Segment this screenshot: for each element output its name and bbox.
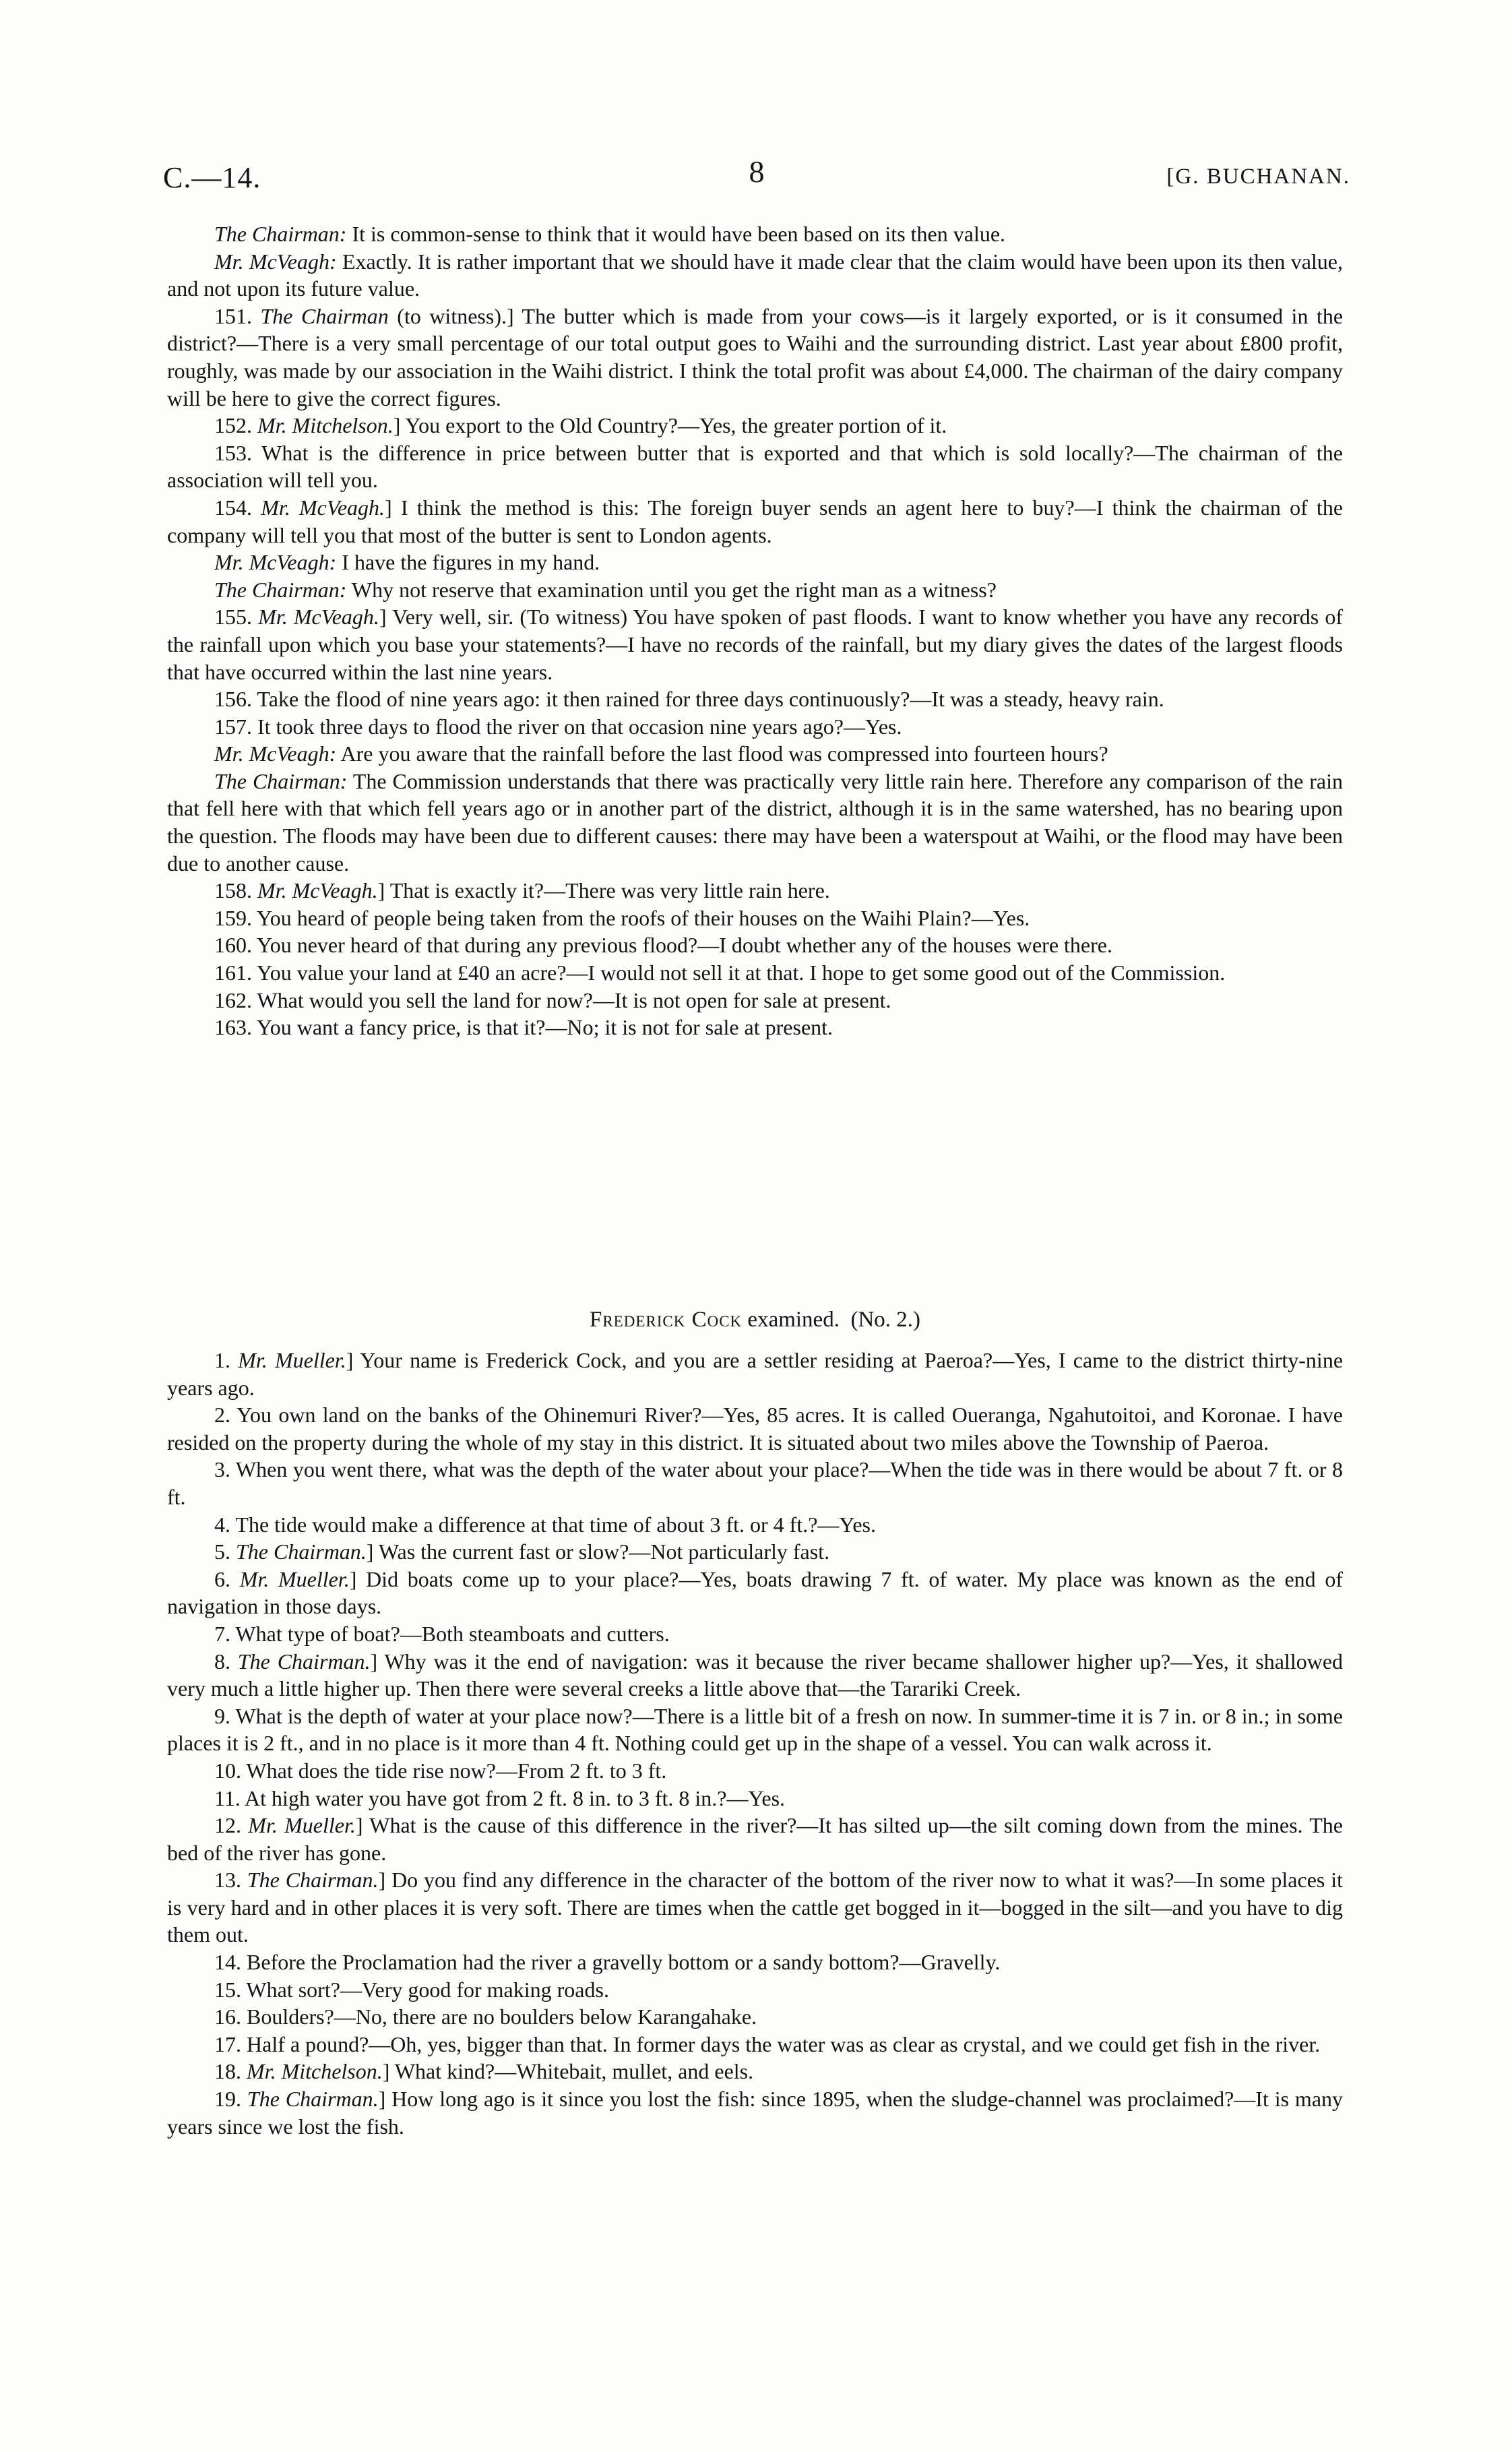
question-number: 17. xyxy=(214,2031,241,2056)
question-number: 2. xyxy=(214,1403,230,1428)
question-number: 5. xyxy=(214,1539,230,1564)
speaker-name: The Chairman. xyxy=(247,2087,379,2112)
question-number: 154. xyxy=(214,495,252,520)
speaker-name: The Chairman: xyxy=(214,768,348,793)
paragraph xyxy=(167,1976,1343,2004)
witness-heading-word: examined. xyxy=(747,1308,840,1332)
paragraph xyxy=(167,549,1343,576)
question-number: 162. xyxy=(214,987,252,1012)
witness-heading-name: Frederick Cock xyxy=(589,1308,743,1332)
speaker-name: Mr. McVeagh. xyxy=(258,605,379,630)
paragraph xyxy=(167,494,1343,549)
paragraph-text: You value your land at £40 an acre?—I would not sell it at that. I hope to get some good out of the Commission. xyxy=(256,960,1226,985)
witness-heading xyxy=(167,1308,1343,1332)
paragraph xyxy=(167,1812,1343,1866)
paragraph-text: It took three days to flood the river on that occasion nine years ago?—Yes. xyxy=(257,714,902,739)
paragraph xyxy=(167,1949,1343,1976)
paragraph-text: ] You export to the Old Country?—Yes, the greater portion of it. xyxy=(393,413,947,438)
paragraph xyxy=(167,768,1343,877)
question-number: 12. xyxy=(214,1813,241,1838)
paragraph-text: You never heard of that during any previous flood?—I doubt whether any of the houses were there. xyxy=(256,933,1112,958)
speaker-name: Mr. Mueller. xyxy=(239,1566,350,1591)
question-number: 152. xyxy=(214,413,252,438)
paragraph-text: ] How long ago is it since you lost the fish: since 1895, when the sludge-channel was proclaimed?—It is many years since we lost the fish. xyxy=(167,2087,1344,2139)
speaker-name: The Chairman xyxy=(260,303,389,328)
page-number: 8 xyxy=(749,154,765,189)
paragraph-text: When you went there, what was the depth of the water about your place?—When the tide was in there would be about 7 ft. or 8 ft. xyxy=(167,1457,1343,1509)
paragraph xyxy=(167,1866,1343,1949)
speaker-name: Mr. McVeagh: xyxy=(214,741,337,766)
paragraph xyxy=(167,713,1343,741)
question-number: 155. xyxy=(214,605,252,630)
paragraph xyxy=(167,905,1343,932)
paragraph xyxy=(167,2003,1343,2031)
speaker-name: Mr. Mitchelson. xyxy=(247,2059,383,2084)
paragraph xyxy=(167,412,1343,439)
speaker-name: Mr. McVeagh: xyxy=(214,249,337,274)
paragraph-text: ] That is exactly it?—There was very little rain here. xyxy=(377,878,830,903)
paragraph-text: Why not reserve that examination until you get the right man as a witness? xyxy=(346,577,997,602)
evidence-section-2 xyxy=(167,1347,1343,2140)
paragraph xyxy=(167,2031,1343,2058)
paragraph-text: Boulders?—No, there are no boulders below Karangahake. xyxy=(247,2004,757,2029)
paragraph xyxy=(167,1401,1343,1456)
speaker-name: Mr. McVeagh. xyxy=(257,878,378,903)
paragraph xyxy=(167,987,1343,1014)
paragraph-text: The tide would make a difference at that time of about 3 ft. or 4 ft.?—Yes. xyxy=(235,1512,876,1537)
question-number: 153. xyxy=(214,440,252,465)
speaker-name: Mr. Mitchelson. xyxy=(257,413,393,438)
question-number: 163. xyxy=(214,1015,252,1040)
paragraph xyxy=(167,685,1343,713)
paragraph-text: What would you sell the land for now?—It is not open for sale at present. xyxy=(257,987,891,1012)
question-number: 1. xyxy=(214,1348,230,1372)
paragraph xyxy=(167,303,1343,412)
question-number: 18. xyxy=(214,2059,241,2084)
paragraph xyxy=(167,576,1343,604)
paragraph-text: What sort?—Very good for making roads. xyxy=(246,1977,609,2002)
paper-reference: C.—14. xyxy=(163,161,261,194)
paragraph xyxy=(167,1566,1343,1620)
paragraph xyxy=(167,1014,1343,1041)
paragraph xyxy=(167,931,1343,959)
speaker-name: Mr. Mueller. xyxy=(248,1813,356,1838)
paragraph-text: I have the figures in my hand. xyxy=(336,550,600,575)
paragraph-text: ] I think the method is this: The foreign buyer sends an agent here to buy?—I think the chairman of the company will tell you that most of the butter is sent to London agents. xyxy=(167,495,1344,547)
paragraph-text: You want a fancy price, is that it?—No; it is not for sale at present. xyxy=(256,1015,833,1040)
evidence-section-1 xyxy=(167,220,1343,1041)
paragraph-text: ] What kind?—Whitebait, mullet, and eels. xyxy=(382,2059,754,2084)
question-number: 160. xyxy=(214,933,252,958)
paragraph xyxy=(167,1757,1343,1785)
question-number: 159. xyxy=(214,905,252,930)
paragraph-text: The Commission understands that there was practically very little rain here. Therefore any comparison of the rain that fell here with that which fell years ago or in another part of the district, although it is in the same watershed, has no bearing upon the question. The floods may have been due to different causes: there may have been a waterspout at Waihi, or the flood may have been due to another cause. xyxy=(167,768,1344,876)
paragraph xyxy=(167,1456,1343,1510)
paragraph-text: ] Your name is Frederick Cock, and you are a settler residing at Paeroa?—Yes, I came to the district thirty-nine years ago. xyxy=(167,1348,1344,1400)
paragraph xyxy=(167,1511,1343,1539)
question-number: 156. xyxy=(214,687,252,712)
paragraph xyxy=(167,439,1343,494)
question-number: 151. xyxy=(214,303,252,328)
paragraph-text: ] Did boats come up to your place?—Yes, boats drawing 7 ft. of water. My place was known as the end of navigation in those days. xyxy=(167,1566,1344,1619)
question-number: 16. xyxy=(214,2004,241,2029)
question-number: 8. xyxy=(214,1649,230,1674)
paragraph-text: ] Very well, sir. (To witness) You have spoken of past floods. I want to know whether you have any records of the rainfall upon which you base your statements?—I have no records of the rainfall, but my diary gives the dates of the largest floods that have occurred within the last nine years. xyxy=(167,605,1344,684)
witness-heading-number: (No. 2.) xyxy=(850,1308,921,1332)
paragraph-text: At high water you have got from 2 ft. 8 in. to 3 ft. 8 in.?—Yes. xyxy=(245,1785,786,1810)
paragraph xyxy=(167,1648,1343,1703)
paragraph-text: ] What is the cause of this difference in the river?—It has silted up—the silt coming down from the mines. The bed of the river has gone. xyxy=(167,1813,1344,1865)
paragraph-text: Before the Proclamation had the river a gravelly bottom or a sandy bottom?—Gravelly. xyxy=(247,1950,1001,1975)
page-header xyxy=(163,154,1350,208)
paragraph xyxy=(167,603,1343,685)
paragraph xyxy=(167,1620,1343,1648)
question-number: 157. xyxy=(214,714,252,739)
speaker-name: The Chairman: xyxy=(214,577,347,602)
paragraph xyxy=(167,2058,1343,2085)
question-number: 11. xyxy=(214,1785,241,1810)
speaker-name: The Chairman: xyxy=(214,222,347,246)
paragraph-text: What is the difference in price between butter that is exported and that which is sold locally?—The chairman of the association will tell you. xyxy=(167,440,1344,493)
question-number: 158. xyxy=(214,878,252,903)
paragraph xyxy=(167,220,1343,248)
question-number: 3. xyxy=(214,1457,230,1482)
paragraph xyxy=(167,1703,1343,1757)
question-number: 161. xyxy=(214,960,252,985)
paragraph-text: Exactly. It is rather important that we should have it made clear that the claim would have been upon its then value, and not upon its future value. xyxy=(167,249,1343,301)
question-number: 15. xyxy=(214,1977,241,2002)
paragraph xyxy=(167,1785,1343,1812)
witness-name: [G. BUCHANAN. xyxy=(1166,164,1350,189)
paragraph-text: ] Was the current fast or slow?—Not particularly fast. xyxy=(366,1539,830,1564)
paragraph-text: Take the flood of nine years ago: it then rained for three days continuously?—It was a steady, heavy rain. xyxy=(257,687,1164,712)
paragraph xyxy=(167,1347,1343,1401)
paragraph-text: Are you aware that the rainfall before the last flood was compressed into fourteen hours? xyxy=(336,741,1108,766)
paragraph xyxy=(167,2085,1343,2140)
question-number: 7. xyxy=(214,1621,230,1646)
question-number: 19. xyxy=(214,2087,241,2112)
paragraph-text: Half a pound?—Oh, yes, bigger than that. In former days the water was as clear as crystal, and we could get fish in the river. xyxy=(247,2031,1321,2056)
paragraph xyxy=(167,248,1343,303)
question-number: 13. xyxy=(214,1868,241,1893)
paragraph-text: What type of boat?—Both steamboats and cutters. xyxy=(235,1621,670,1646)
speaker-name: Mr. McVeagh. xyxy=(261,495,385,520)
paragraph xyxy=(167,740,1343,768)
question-number: 4. xyxy=(214,1512,230,1537)
paragraph-text: You heard of people being taken from the roofs of their houses on the Waihi Plain?—Yes. xyxy=(256,905,1030,930)
paragraph xyxy=(167,959,1343,987)
paragraph-text: ] Why was it the end of navigation: was it because the river became shallower higher up?—Yes, it shallowed very much a little higher up. Then there were several creeks a little above that—the Tarariki Creek. xyxy=(167,1649,1344,1701)
question-number: 6. xyxy=(214,1566,230,1591)
question-number: 10. xyxy=(214,1758,241,1783)
speaker-name: The Chairman. xyxy=(247,1868,379,1893)
speaker-name: Mr. Mueller. xyxy=(238,1348,346,1372)
question-number: 9. xyxy=(214,1703,230,1728)
speaker-name: The Chairman. xyxy=(237,1649,371,1674)
paragraph-text: What is the depth of water at your place now?—There is a little bit of a fresh on now. In summer-time it is 7 in. or 8 in.; in some places it is 2 ft., and in no place is it more than 4 ft. Nothing could get up in the shape of a vessel. You can walk across it. xyxy=(167,1703,1344,1756)
paragraph xyxy=(167,877,1343,905)
speaker-name: The Chairman. xyxy=(236,1539,367,1564)
paragraph-text: ] Do you find any difference in the character of the bottom of the river now to what it was?—In some places it is very hard and in other places it is very soft. There are times when the cattle get bogged in it—bogged in the silt—and you have to dig them out. xyxy=(167,1868,1344,1947)
paragraph-text: (to witness).] The butter which is made from your cows—is it largely exported, or is it consumed in the district?—There is a very small percentage of our total output goes to Waihi and the surrounding district. Last year about £800 profit, roughly, was made by our association in the Waihi district. I think the total profit was about £4,000. The chairman of the dairy company will be here to give the correct figures. xyxy=(167,303,1344,410)
speaker-name: Mr. McVeagh: xyxy=(214,550,337,575)
paragraph xyxy=(167,1538,1343,1566)
paragraph-text: It is common-sense to think that it would have been based on its then value. xyxy=(346,222,1006,246)
paragraph-text: What does the tide rise now?—From 2 ft. to 3 ft. xyxy=(246,1758,667,1783)
question-number: 14. xyxy=(214,1950,241,1975)
paragraph-text: You own land on the banks of the Ohinemuri River?—Yes, 85 acres. It is called Oueranga, Ngahutoitoi, and Koronae. I have resided on the property during the whole of my stay in this district. It is situated about two miles above the Township of Paeroa. xyxy=(167,1403,1344,1454)
